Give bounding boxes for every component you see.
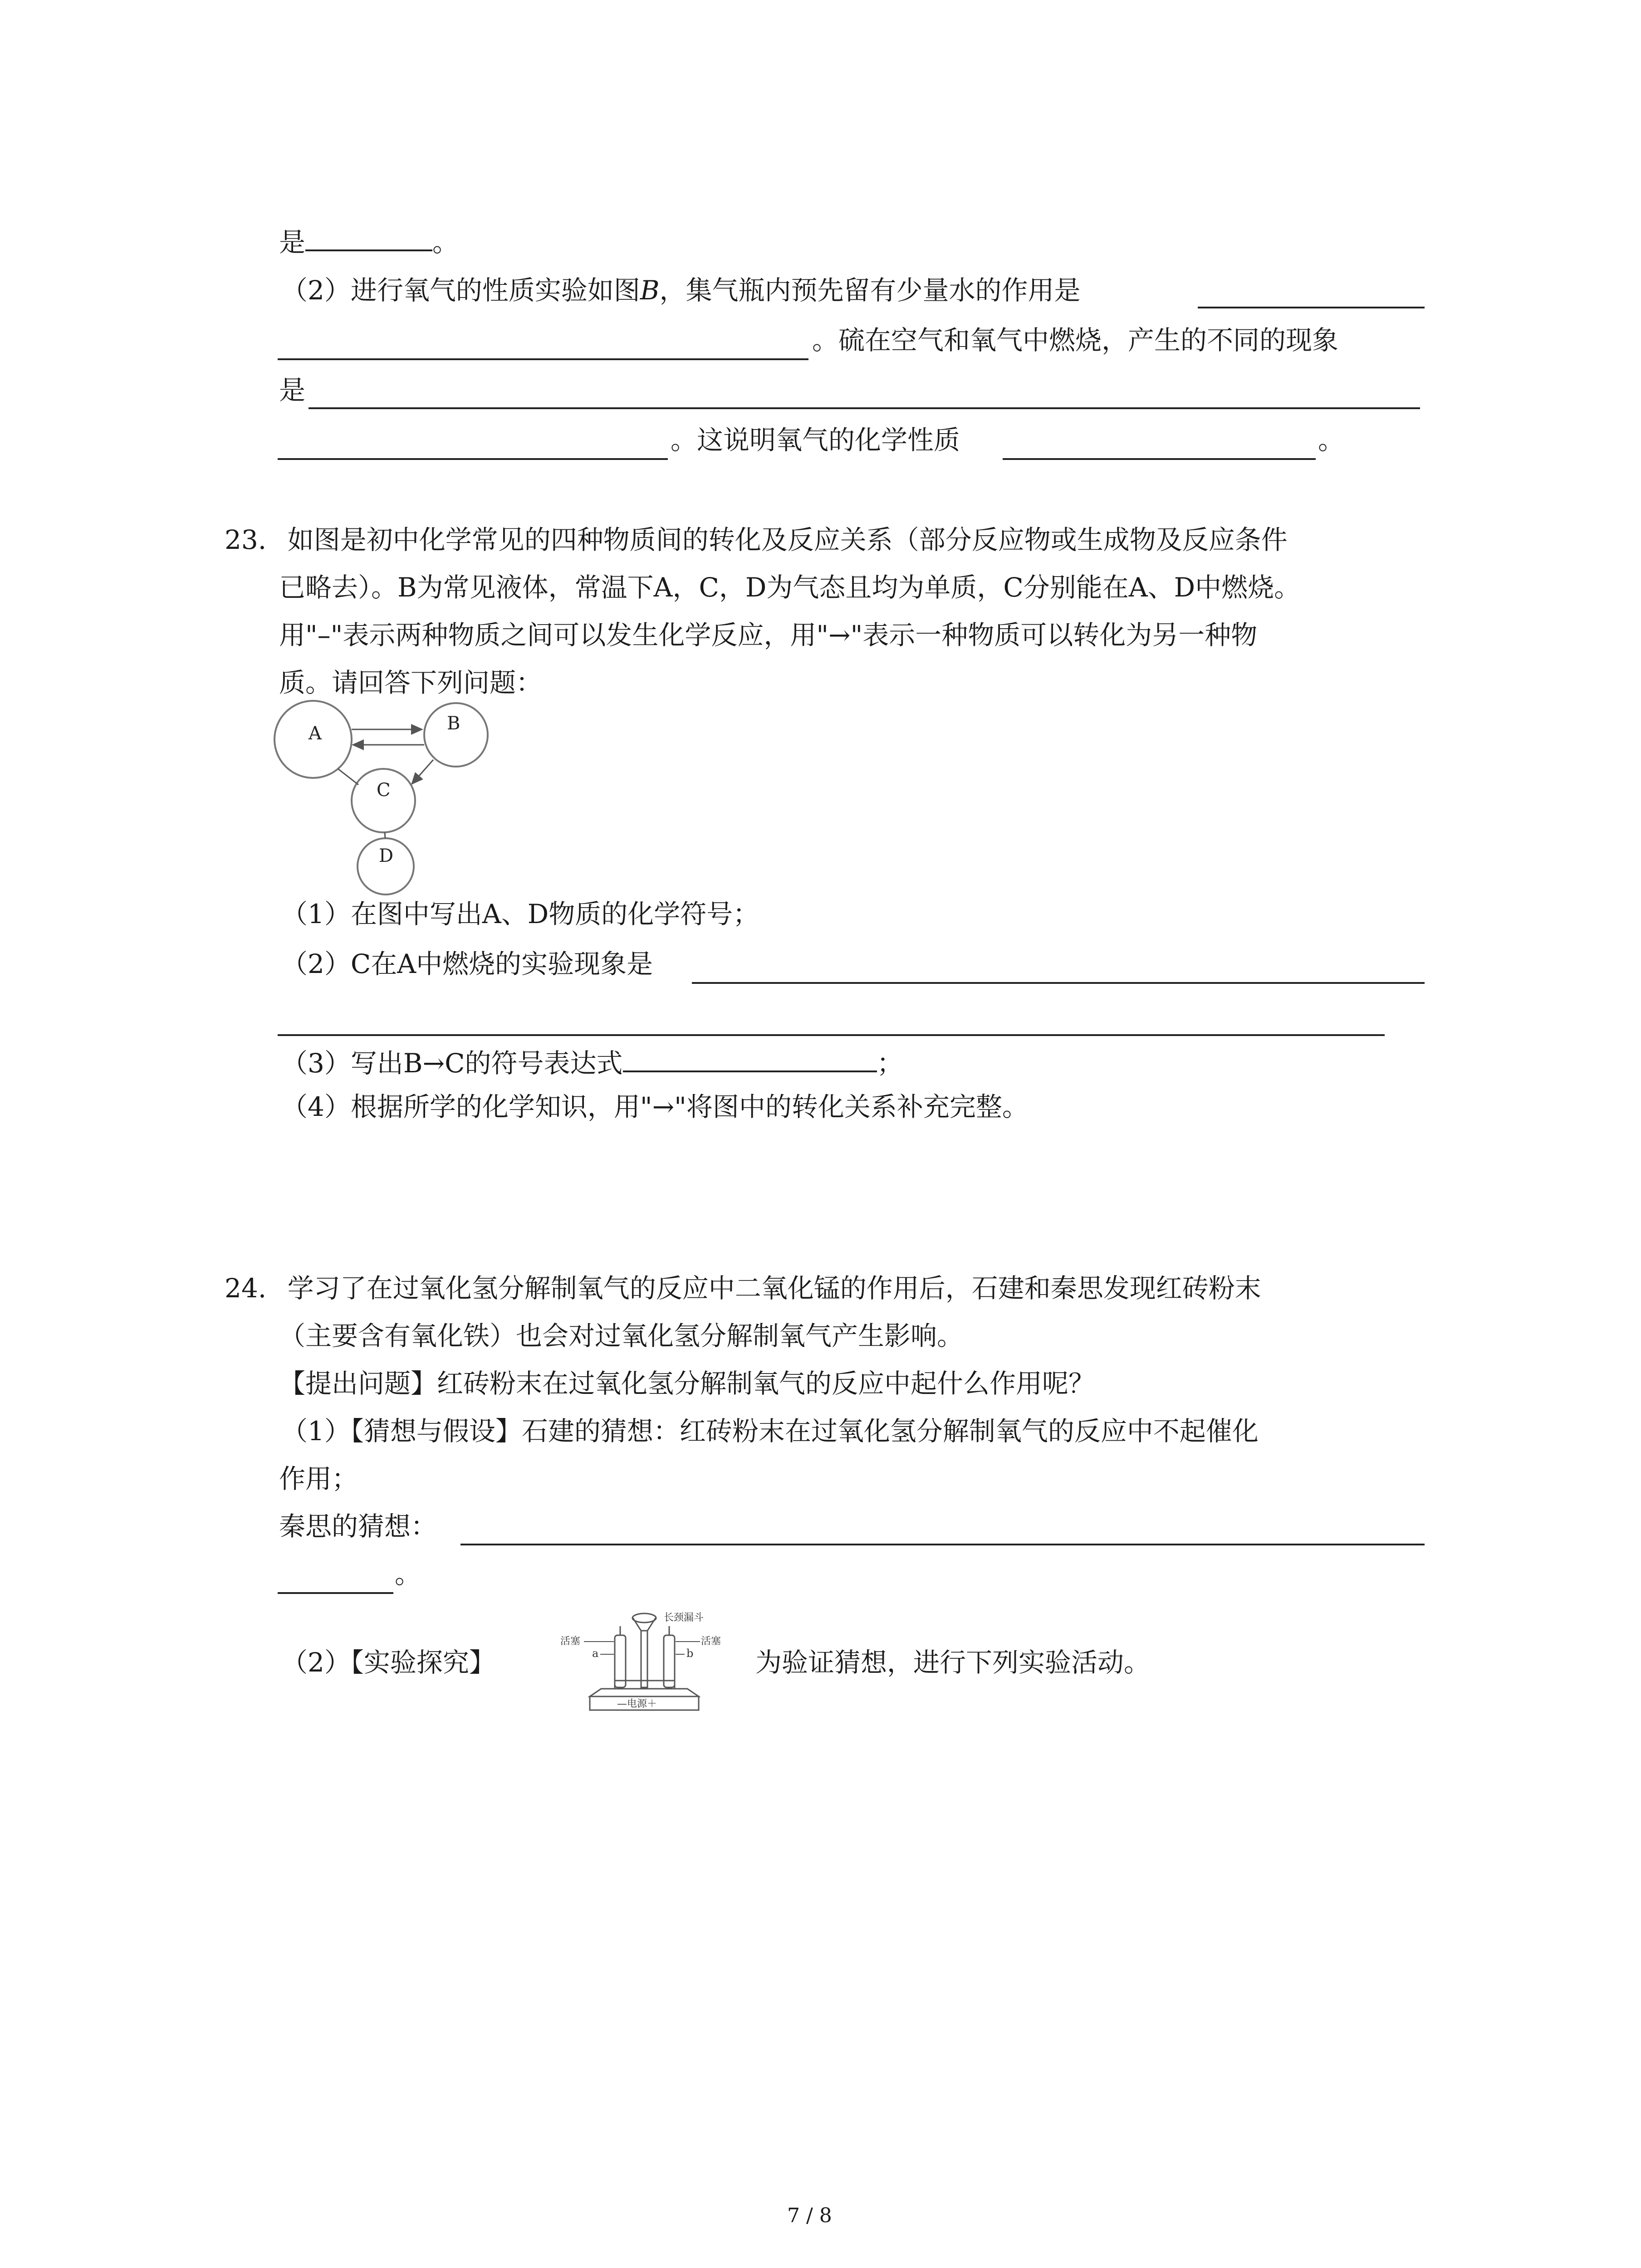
tube-b-label: b bbox=[686, 1647, 694, 1660]
q23-intro-line3: 用"–"表示两种物质之间可以发生化学反应，用"→"表示一种物质可以转化为另一种物 bbox=[279, 620, 1258, 650]
q24-sub2-prefix: （2）【实验探究】 bbox=[281, 1647, 495, 1678]
q24-intro-line1: 24. 学习了在过氧化氢分解制氧气的反应中二氧化锰的作用后，石建和秦思发现红砖粉末 bbox=[225, 1273, 1261, 1304]
q24-sub1-line2: 作用； bbox=[279, 1463, 358, 1494]
funnel-label: 长颈漏斗 bbox=[664, 1612, 704, 1623]
answer-blank[interactable] bbox=[1198, 307, 1425, 308]
q22-part2-line2: 。硫在空气和氧气中燃烧，产生的不同的现象 bbox=[812, 325, 1339, 356]
node-d-label: D bbox=[379, 846, 394, 866]
arrow-b-to-c bbox=[412, 760, 433, 784]
q24-question: 【提出问题】红砖粉末在过氧化氢分解制氧气的反应中起什么作用呢？ bbox=[279, 1368, 1095, 1399]
q23-sub2: （2）C在A中燃烧的实验现象是 bbox=[281, 948, 653, 979]
answer-blank[interactable] bbox=[1003, 458, 1316, 460]
q22-continued-line: 是 。 bbox=[279, 222, 459, 260]
q23-intro-line1: 23. 如图是初中化学常见的四种物质间的转化及反应关系（部分反应物或生成物及反应条件 bbox=[225, 524, 1288, 555]
answer-blank[interactable] bbox=[278, 358, 808, 360]
q24-qin-guess: 秦思的猜想： bbox=[279, 1511, 437, 1542]
answer-blank[interactable] bbox=[692, 982, 1425, 984]
q23-sub1: （1）在图中写出A、D物质的化学符号； bbox=[281, 899, 759, 929]
q23-sub4: （4）根据所学的化学知识，用"→"将图中的转化关系补充完整。 bbox=[281, 1091, 1029, 1122]
node-a-label: A bbox=[309, 723, 322, 744]
node-c-circle bbox=[352, 769, 415, 832]
answer-blank[interactable] bbox=[309, 407, 1420, 409]
tube-a-label: a bbox=[592, 1647, 599, 1660]
q23-sub3: （3）写出B→C的符号表达式 ； bbox=[281, 1043, 903, 1081]
q22-part2-line3: 是 bbox=[279, 375, 306, 406]
node-c-label: C bbox=[377, 780, 391, 801]
q24-sub1-line1: （1）【猜想与假设】石建的猜想：红砖粉末在过氧化氢分解制氧气的反应中不起催化 bbox=[281, 1416, 1259, 1447]
answer-blank[interactable] bbox=[278, 1034, 1385, 1036]
question-number: 23. bbox=[225, 524, 267, 555]
answer-blank[interactable] bbox=[305, 222, 432, 251]
q24-intro-line2: （主要含有氧化铁）也会对过氧化氢分解制氧气产生影响。 bbox=[279, 1320, 964, 1351]
line-a-c bbox=[338, 769, 358, 785]
answer-blank[interactable] bbox=[278, 1592, 393, 1594]
q24-sub2-suffix: 为验证猜想，进行下列实验活动。 bbox=[755, 1647, 1151, 1678]
answer-blank[interactable] bbox=[623, 1043, 877, 1072]
q23-intro-line4: 质。请回答下列问题： bbox=[279, 667, 543, 698]
left-valve-label: 活塞 bbox=[560, 1636, 581, 1647]
page-number: 7 / 8 bbox=[787, 2204, 832, 2227]
q22-part2-line1: （2）进行氧气的性质实验如图B，集气瓶内预先留有少量水的作用是 bbox=[281, 275, 1081, 306]
question-number: 24. bbox=[225, 1273, 267, 1304]
answer-blank[interactable] bbox=[278, 458, 668, 460]
right-valve-label: 活塞 bbox=[701, 1636, 721, 1647]
q22-part2-line4: 。这说明氧气的化学性质 bbox=[671, 425, 960, 455]
answer-blank[interactable] bbox=[460, 1544, 1425, 1545]
electrolysis-apparatus-figure bbox=[542, 1608, 751, 1717]
q23-relationship-diagram bbox=[272, 694, 508, 903]
q23-intro-line2: 已略去）。B为常见液体，常温下A，C，D为气态且均为单质，C分别能在A、D中燃烧。 bbox=[279, 572, 1301, 603]
power-supply-label: —电源＋ bbox=[617, 1698, 657, 1710]
q24-sub1-end: 。 bbox=[395, 1559, 421, 1589]
node-b-circle bbox=[424, 703, 488, 767]
node-b-label: B bbox=[447, 713, 460, 734]
q22-part2-line4-end: 。 bbox=[1318, 425, 1345, 455]
